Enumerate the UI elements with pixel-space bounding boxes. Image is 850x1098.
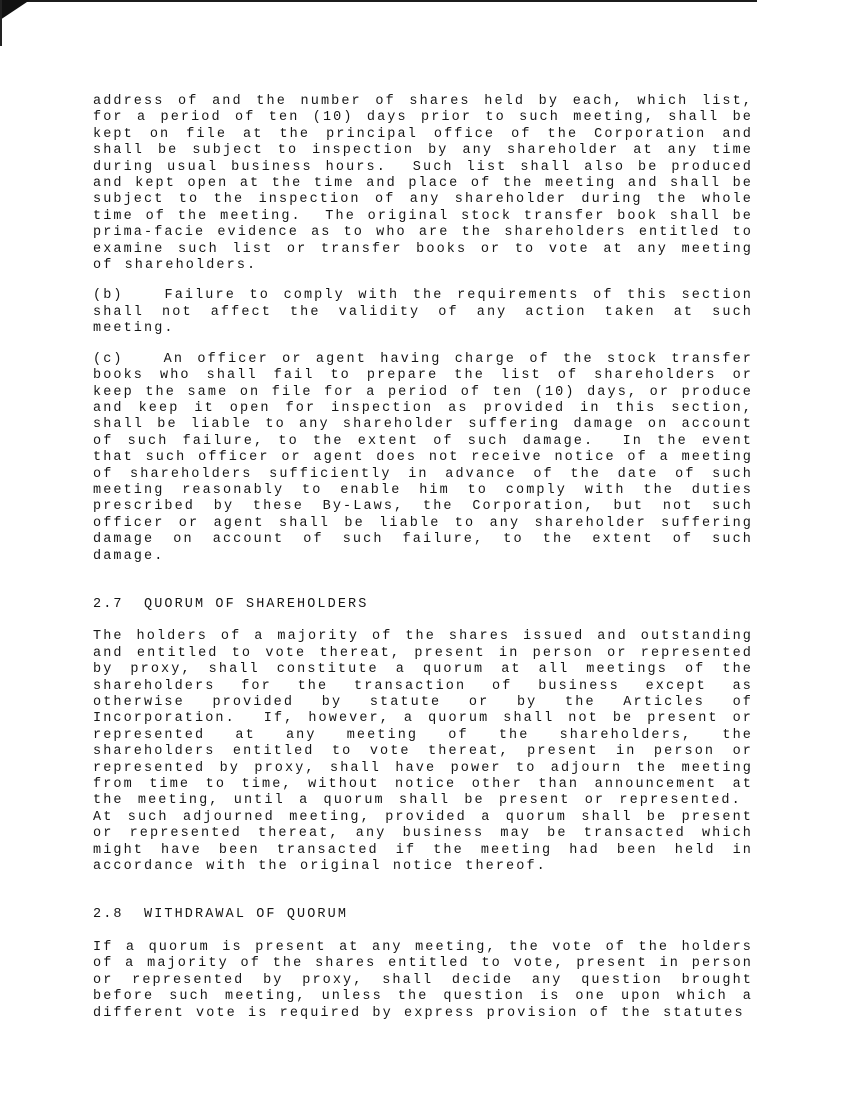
paragraph-clause-b: (b) Failure to comply with the requirements of this section shall not affect the validity of any action taken at such meeting. bbox=[93, 288, 753, 337]
document-body bbox=[93, 94, 753, 1036]
scan-artifact-left-edge bbox=[0, 0, 2, 46]
paragraph-section-2-7-body: The holders of a majority of the shares issued and outstanding and entitled to vote thereat, present in person or represented by proxy, shall constitute a quorum at all meetings of the shareholders for the transaction of business except as otherwise provided by statute or by the Articles of Incorporation. If, however, a quorum shall not be present or represented at any meeting of the shareholders, the shareholders entitled to vote thereat, present in person or represented by proxy, shall have power to adjourn the meeting from time to time, without notice other than announcement at the meeting, until a quorum shall be present or represented. At such adjourned meeting, provided a quorum shall be present or represented thereat, any business may be transacted which might have been transacted if the meeting had been held in accordance with the original notice thereof. bbox=[93, 629, 753, 875]
section-heading-2-8-withdrawal-of-quorum: 2.8 WITHDRAWAL OF QUORUM bbox=[93, 907, 349, 923]
scan-artifact-top-line bbox=[0, 0, 757, 2]
section-heading-2-7-quorum-of-shareholders: 2.7 QUORUM OF SHAREHOLDERS bbox=[93, 596, 369, 612]
scan-artifact-corner bbox=[0, 0, 30, 20]
paragraph-clause-c: (c) An officer or agent having charge of the stock transfer books who shall fail to prepare the list of shareholders or keep the same on file for a period of ten (10) days, or produce and keep it open for inspection as provided in this section, shall be liable to any shareholder suffering damage on account of such failure, to the extent of such damage. In the event that such officer or agent does not receive notice of a meeting of shareholders sufficiently in advance of the date of such meeting reasonably to enable him to comply with the duties prescribed by these By-Laws, the Corporation, but not such officer or agent shall be liable to any shareholder suffering damage on account of such failure, to the extent of such damage. bbox=[93, 351, 753, 564]
paragraph-shareholder-list-continuation: address of and the number of shares held by each, which list, for a period of ten (10) days prior to such meeting, shall be kept on file at the principal office of the Corporation and shall be subject to inspection by any shareholder at any time during usual business hours. Such list shall also be produced and kept open at the time and place of the meeting and shall be subject to the inspection of any shareholder during the whole time of the meeting. The original stock transfer book shall be prima-facie evidence as to who are the shareholders entitled to examine such list or transfer books or to vote at any meeting of shareholders. bbox=[93, 94, 753, 274]
paragraph-section-2-8-body: If a quorum is present at any meeting, the vote of the holders of a majority of the shares entitled to vote, present in person or represented by proxy, shall decide any question brought before such meeting, unless the question is one upon which a different vote is required by express provision of the statutes bbox=[93, 939, 753, 1021]
